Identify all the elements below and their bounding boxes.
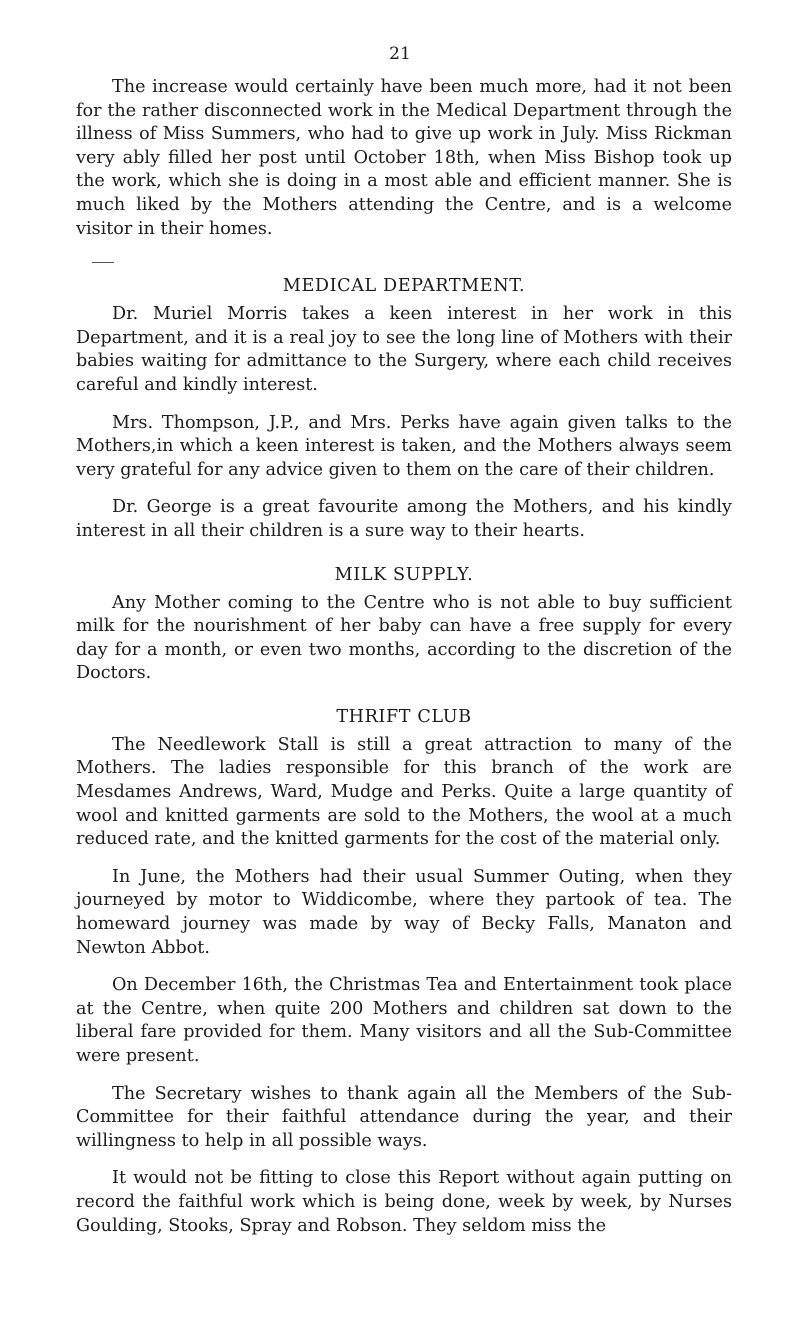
thrift-club-heading: THRIFT CLUB [336,706,472,727]
intro-paragraph: The increase would certainly have been much more, had it not been for the rather disconnected work in the Medical Department through the illness of Miss Summers, who had to give up work in July. Miss Rickman very ably filled her post until October 18th, when Miss Bishop took up the work, which she is doing in a most able and efficient manner. She is much liked by the Mothers attending the Centre, and is a welcome visitor in their homes. [76,77,732,239]
thrift-paragraph-2: In June, the Mothers had their usual Summer Outing, when they journeyed by motor to Widdicombe, where they partook of tea. The homeward journey was made by way of Becky Falls, Manaton and Newton Abbot. [76,866,732,958]
medical-department-heading: MEDICAL DEPARTMENT. [282,276,526,297]
milk-paragraph: Any Mother coming to the Centre who is not able to buy sufficient milk for the nourishment of her baby can have a free supply for every day for a month, or even two months, according to the discretion of the Doctors. [76,592,732,684]
thrift-paragraph-1: The Needlework Stall is still a great attraction to many of the Mothers. The ladies responsible for this branch of the work are Mesdames Andrews, Ward, Mudge and Perks. Quite a large quantity of wool and knitted garments are sold to the Mothers, the wool at a much reduced rate, and the knitted garments for the cost of the material only. [76,734,732,850]
milk-supply-heading: MILK SUPPLY. [334,564,474,585]
medical-paragraph-1: Dr. Muriel Morris takes a keen interest in her work in this Department, and it is a real joy to see the long line of Mothers with their babies waiting for admittance to the Surgery, where each child receives careful and kindly interest. [76,304,732,395]
page-number: 21 [389,44,411,64]
thrift-paragraph-5: It would not be fitting to close this Report without again putting on record the faithful work which is being done, week by week, by Nurses Goulding, Stooks, Spray and Robson. They seldom miss the [76,1168,732,1236]
medical-paragraph-3: Dr. George is a great favourite among the Mothers, and his kindly interest in all their children is a sure way to their hearts. [76,497,732,541]
thrift-paragraph-4: The Secretary wishes to thank again all the Members of the Sub-Committee for their faithful attendance during the year, and their willingness to help in all possible ways. [76,1083,732,1151]
medical-paragraph-2: Mrs. Thompson, J.P., and Mrs. Perks have again given talks to the Mothers,in which a keen interest is taken, and the Mothers always seem very grateful for any advice given to them on the care of their children. [76,412,732,480]
report-body [76,76,732,1252]
thrift-paragraph-3: On December 16th, the Christmas Tea and Entertainment took place at the Centre, when quite 200 Mothers and children sat down to the liberal fare provided for them. Many visitors and all the Sub-Committee were present. [76,975,732,1066]
